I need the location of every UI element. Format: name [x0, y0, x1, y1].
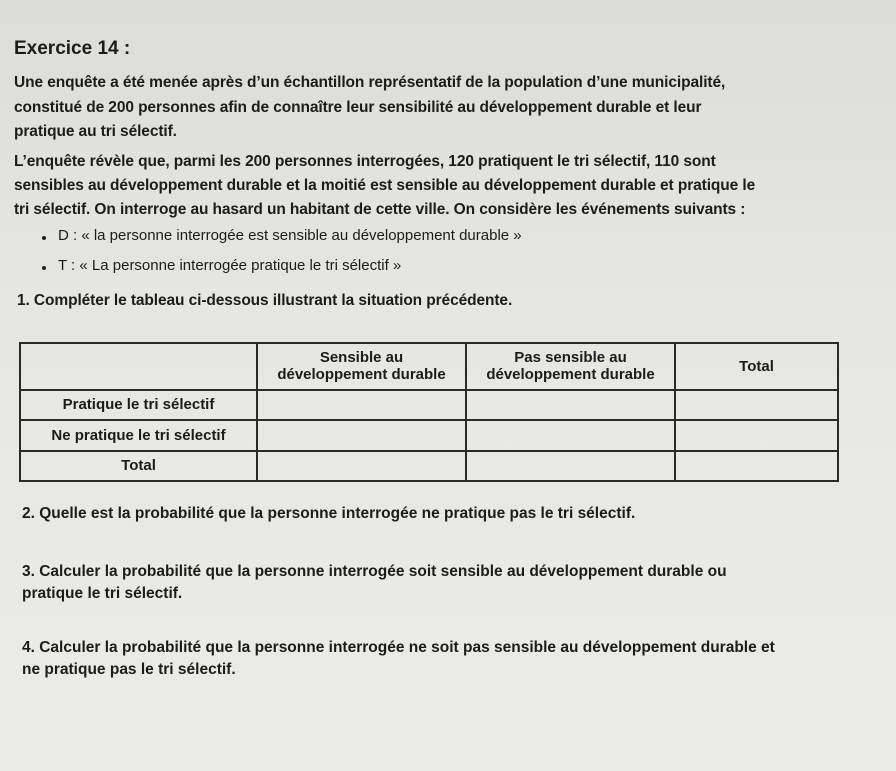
table-cell[interactable]: [675, 390, 838, 420]
table-cell[interactable]: [257, 451, 466, 481]
question-1: 1. Compléter le tableau ci-dessous illustrant la situation précédente.: [17, 292, 513, 309]
table-cell[interactable]: [466, 390, 675, 420]
table-cell[interactable]: [257, 390, 466, 420]
question-4-line-1: 4. Calculer la probabilité que la personne interrogée ne soit pas sensible au développement durable et: [22, 639, 775, 656]
table-row: [20, 390, 838, 420]
table-cell[interactable]: [466, 451, 675, 481]
bullet-icon: [42, 266, 46, 270]
question-4-line-2: ne pratique pas le tri sélectif.: [22, 661, 236, 678]
table-header-row: [20, 343, 838, 390]
bullet-icon: [42, 236, 46, 240]
table-cell[interactable]: [675, 451, 838, 481]
col-header-total: Total: [675, 343, 838, 390]
intro-line-1: Une enquête a été menée après d’un échantillon représentatif de la population d’une municipalité,: [14, 74, 726, 91]
reveal-line-1: L’enquête révèle que, parmi les 200 personnes interrogées, 120 pratiquent le tri sélectif, 110 sont: [14, 153, 716, 170]
exercise-title: Exercice 14 :: [14, 38, 131, 59]
question-2: 2. Quelle est la probabilité que la personne interrogée ne pratique pas le tri sélectif.: [22, 505, 636, 522]
row-header-ne-pratique: Ne pratique le tri sélectif: [20, 420, 257, 450]
row-header-total: Total: [20, 451, 257, 481]
event-t: T : « La personne interrogée pratique le tri sélectif »: [58, 257, 402, 274]
intro-line-3: pratique au tri sélectif.: [14, 123, 177, 140]
reveal-line-3: tri sélectif. On interroge au hasard un habitant de cette ville. On considère les événements suivants :: [14, 201, 746, 218]
col-header-pas-sensible: Pas sensible au développement durable: [466, 343, 675, 390]
event-d: D : « la personne interrogée est sensible au développement durable »: [58, 227, 522, 244]
question-3-line-2: pratique le tri sélectif.: [22, 585, 183, 602]
reveal-line-2: sensibles au développement durable et la moitié est sensible au développement durable et pratique le: [14, 177, 756, 194]
table-row: [20, 420, 838, 450]
table-cell[interactable]: [257, 420, 466, 450]
contingency-table: [19, 342, 839, 482]
intro-line-2: constitué de 200 personnes afin de connaître leur sensibilité au développement durable et leur: [14, 99, 702, 116]
row-header-pratique: Pratique le tri sélectif: [20, 390, 257, 420]
table-row: [20, 451, 838, 481]
table-cell[interactable]: [675, 420, 838, 450]
table-cell[interactable]: [466, 420, 675, 450]
col-header-sensible: Sensible au développement durable: [257, 343, 466, 390]
table-corner-cell: [20, 343, 257, 390]
question-3-line-1: 3. Calculer la probabilité que la personne interrogée soit sensible au développement durable ou: [22, 563, 727, 580]
